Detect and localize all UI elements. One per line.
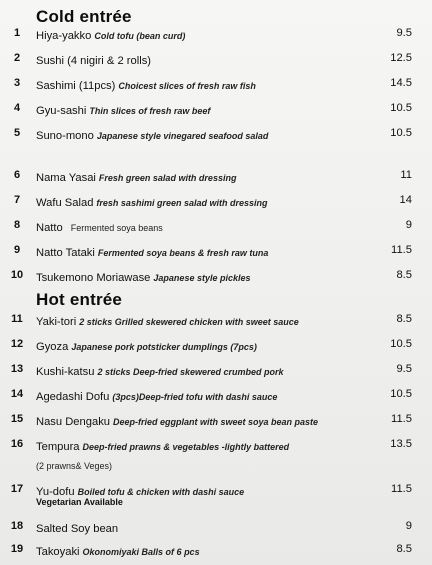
menu-item [0,267,432,285]
item-name: Yu-dofu [36,486,75,498]
item-description: Boiled tofu & chicken with dashi sauce [77,487,245,497]
item-price: 12.5 [390,52,412,64]
menu-item [0,242,432,260]
item-description: Japanese style vinegared seafood salad [96,131,269,141]
item-name: Suno-mono [36,130,94,142]
item-name: Gyu-sashi [36,105,87,117]
item-description: Deep-fried eggplant with sweet soya bean paste [113,417,319,427]
item-number: 17 [10,483,24,495]
item-price: 8.5 [396,313,412,325]
item-number: 12 [10,338,24,350]
item-name: Tsukemono Moriawase [36,272,151,284]
item-number: 2 [13,52,21,64]
item-description: Japanese pork potsticker dumplings (7pcs) [71,342,257,352]
item-price: 11.5 [391,413,412,425]
item-description: 2 sticks Deep-fried skewered crumbed pork [97,367,284,377]
item-number: 15 [10,413,24,425]
item-description: 2 sticks Grilled skewered chicken with sweet sauce [79,317,299,327]
item-name: Yaki-tori [36,316,77,328]
menu-item [0,518,432,536]
item-price: 9.5 [396,363,412,375]
item-name: Nama Yasai [36,172,96,184]
item-description: Choicest slices of fresh raw fish [118,81,256,91]
item-number: 13 [10,363,24,375]
item-description: Okonomiyaki Balls of 6 pcs [82,547,200,557]
item-name: Salted Soy bean [36,523,119,535]
item-description: Cold tofu (bean curd) [94,31,186,41]
item-name: Sushi (4 nigiri & 2 rolls) [36,55,152,67]
item-number: 9 [13,244,21,256]
item-price: 11 [400,169,412,181]
item-description: Fermented soya beans [70,223,163,233]
item-price: 14.5 [390,77,412,89]
menu-item [0,541,432,559]
item-number: 11 [11,313,23,325]
item-price: 8.5 [396,269,412,281]
item-description: Thin slices of fresh raw beef [89,106,211,116]
menu-item [0,436,432,454]
item-name: Natto Tataki [36,247,95,259]
item-description: Fresh green salad with dressing [98,173,237,183]
item-price: 9.5 [396,27,412,39]
item-price: 10.5 [390,127,412,139]
item-name: Agedashi Dofu [36,391,110,403]
item-number: 18 [10,520,24,532]
item-price: 11.5 [391,483,412,495]
item-price: 11.5 [391,244,412,256]
item-price: 10.5 [390,102,412,114]
menu-item [0,217,432,235]
item-number: 1 [13,27,21,39]
item-note: (2 prawns& Veges) [36,461,113,471]
item-number: 16 [10,438,24,450]
item-number: 14 [10,388,24,400]
item-name: Nasu Dengaku [36,416,111,428]
item-description: fresh sashimi green salad with dressing [96,198,268,208]
item-price: 10.5 [390,338,412,350]
item-number: 19 [10,543,24,555]
item-number: 3 [13,77,21,89]
item-price: 8.5 [396,543,412,555]
item-name: Wafu Salad [36,197,94,209]
menu-item [0,311,432,329]
item-name: Natto [36,222,63,234]
item-name: Tempura [36,441,80,453]
menu-item [0,361,432,379]
item-name: Sashimi (11pcs) [36,80,116,92]
item-number: 8 [13,219,21,231]
menu-item [0,25,432,43]
item-price: 13.5 [390,438,412,450]
menu-item [0,386,432,404]
item-description: Japanese style pickles [153,273,251,283]
item-name: Hiya-yakko [36,30,92,42]
menu-item [0,75,432,93]
item-price: 9 [405,520,412,532]
hot-entree-heading: Hot entrée [36,290,123,309]
item-name: Takoyaki [36,546,80,558]
item-description: Deep-fried prawns & vegetables -lightly battered [82,442,290,452]
item-number: 6 [13,169,21,181]
item-description: Fermented soya beans & fresh raw tuna [97,248,269,258]
menu-item [0,50,432,68]
vegetarian-note: Vegetarian Available [36,497,123,507]
menu-item [0,167,432,185]
item-price: 14 [399,194,412,206]
menu-item [0,100,432,118]
menu-item [0,411,432,429]
item-number: 10 [10,269,24,281]
menu-item [0,192,432,210]
menu-item [0,125,432,143]
item-name: Kushi-katsu [36,366,95,378]
cold-entree-heading: Cold entrée [36,7,132,26]
item-price: 9 [405,219,412,231]
item-number: 5 [13,127,21,139]
item-name: Gyoza [36,341,69,353]
menu-item [0,336,432,354]
item-price: 10.5 [390,388,412,400]
item-description: (3pcs)Deep-fried tofu with dashi sauce [112,392,278,402]
item-number: 7 [13,194,21,206]
item-number: 4 [13,102,21,114]
